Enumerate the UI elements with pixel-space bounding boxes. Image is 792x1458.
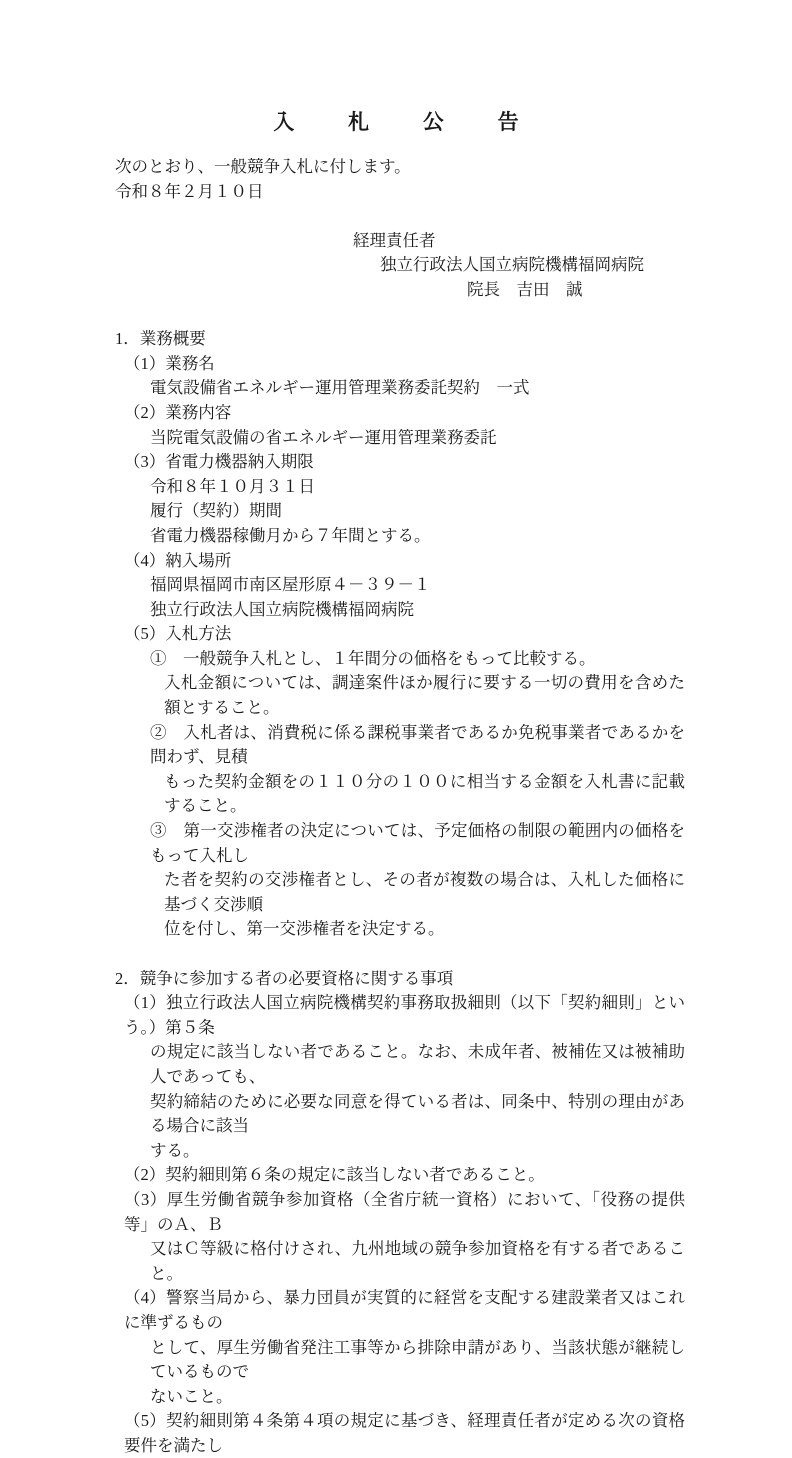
item-text: 警察当局から、暴力団員が実質的に経営を支配する建設業者又はこれに準ずるもの bbox=[124, 1288, 685, 1332]
subitem-text: 入札者は、消費税に係る課税事業者であるか免税事業者であるかを問わず、見積 bbox=[150, 722, 686, 767]
item-content: 独立行政法人国立病院機構福岡病院 bbox=[150, 599, 414, 619]
item-marker: （1） bbox=[124, 993, 166, 1013]
item-content: 令和８年１０月３１日 bbox=[150, 476, 315, 496]
list-item bbox=[124, 549, 685, 574]
list-item bbox=[124, 450, 685, 475]
list-item bbox=[124, 622, 685, 647]
sub-list-item bbox=[150, 819, 685, 868]
spacer bbox=[115, 942, 685, 967]
item-label: 納入場所 bbox=[165, 550, 232, 570]
item-content: 電気設備省エネルギー運用管理業務委託契約 一式 bbox=[150, 378, 530, 398]
list-item bbox=[124, 1409, 685, 1458]
item-marker: （5） bbox=[124, 624, 166, 644]
intro-date: 令和８年２月１０日 bbox=[115, 181, 264, 201]
item-text: 厚生労働省競争参加資格（全省庁統一資格）において、「役務の提供等」のＡ、Ｂ bbox=[124, 1189, 685, 1234]
section-1-heading bbox=[115, 327, 685, 352]
subitem-continuation: 位を付し、第一交渉権者を決定する。 bbox=[164, 919, 445, 939]
subitem-text: 第一交渉権者の決定については、予定価格の制限の範囲内の価格をもって入札し bbox=[150, 821, 686, 865]
item-continuation: の規定に該当しない者であること。なお、未成年者、被補佐又は被補助人であっても、 bbox=[150, 1042, 685, 1086]
section-2-number: 2． bbox=[115, 968, 140, 988]
item-label: 省電力機器納入期限 bbox=[165, 452, 314, 472]
signature-organization: 独立行政法人国立病院機構福岡病院 bbox=[380, 255, 644, 275]
item-content: 履行（契約）期間 bbox=[150, 501, 282, 521]
sub-list-item bbox=[150, 721, 685, 770]
subitem-continuation: 入札金額については、調達案件ほか履行に要する一切の費用を含めた額とすること。 bbox=[164, 673, 685, 718]
subitem-marker: ② bbox=[150, 722, 167, 742]
item-label: 入札方法 bbox=[165, 624, 232, 644]
item-marker: （4） bbox=[124, 550, 166, 570]
item-content: 福岡県福岡市南区屋形原４－３９－１ bbox=[150, 575, 431, 595]
sub-list-item bbox=[150, 647, 685, 672]
subitem-continuation: もった契約金額をの１１０分の１００に相当する金額を入札書に記載すること。 bbox=[164, 771, 685, 816]
list-item bbox=[124, 1163, 685, 1188]
subitem-marker: ① bbox=[150, 648, 167, 668]
item-marker: （2） bbox=[124, 402, 166, 422]
item-content: 当院電気設備の省エネルギー運用管理業務委託 bbox=[150, 427, 497, 447]
section-2-heading bbox=[115, 967, 685, 992]
subitem-text: 一般競争入札とし、１年間分の価格をもって比較する。 bbox=[166, 648, 596, 668]
spacer bbox=[115, 204, 685, 229]
item-continuation: 契約締結のために必要な同意を得ている者は、同条中、特別の理由がある場合に該当 bbox=[150, 1091, 685, 1136]
section-1-title: 業務概要 bbox=[139, 329, 206, 349]
item-continuation: する。 bbox=[150, 1140, 200, 1160]
item-marker: （5） bbox=[124, 1411, 167, 1431]
item-marker: （3） bbox=[124, 452, 166, 472]
signature-person: 院長 吉田 誠 bbox=[467, 279, 583, 299]
list-item bbox=[124, 401, 685, 426]
item-text: 契約細則第４条第４項の規定に基づき、経理責任者が定める次の資格要件を満たし bbox=[124, 1411, 685, 1455]
signature-role: 経理責任者 bbox=[353, 230, 436, 250]
item-marker: （1） bbox=[124, 353, 166, 373]
item-text: 独立行政法人国立病院機構契約事務取扱細則（以下「契約細則」という。）第５条 bbox=[124, 993, 685, 1037]
item-continuation: 又はＣ等級に格付けされ、九州地域の競争参加資格を有する者であること。 bbox=[150, 1239, 685, 1283]
subitem-marker: ③ bbox=[150, 821, 167, 841]
item-continuation: として、厚生労働省発注工事等から排除申請があり、当該状態が継続しているもので bbox=[150, 1337, 685, 1382]
item-continuation: ないこと。 bbox=[150, 1386, 233, 1406]
section-1-number: 1． bbox=[115, 329, 140, 349]
intro-lead: 次のとおり、一般競争入札に付します。 bbox=[115, 157, 411, 176]
item-content: 省電力機器稼働月から７年間とする。 bbox=[150, 525, 431, 545]
item-marker: （4） bbox=[124, 1288, 166, 1308]
item-marker: （2） bbox=[124, 1165, 166, 1185]
document-body bbox=[115, 155, 685, 1458]
section-2-title: 競争に参加する者の必要資格に関する事項 bbox=[139, 968, 454, 988]
list-item bbox=[124, 352, 685, 377]
item-label: 業務名 bbox=[165, 353, 215, 373]
spacer bbox=[115, 303, 685, 328]
list-item bbox=[124, 991, 685, 1040]
subitem-continuation: た者を契約の交渉権者とし、その者が複数の場合は、入札した価格に基づく交渉順 bbox=[164, 870, 685, 914]
item-text: 契約細則第６条の規定に該当しない者であること。 bbox=[165, 1165, 545, 1185]
list-item bbox=[124, 1188, 685, 1237]
page-title: 入 札 公 告 bbox=[273, 110, 536, 134]
item-marker: （3） bbox=[124, 1189, 167, 1209]
item-label: 業務内容 bbox=[165, 402, 232, 422]
list-item bbox=[124, 1286, 685, 1335]
